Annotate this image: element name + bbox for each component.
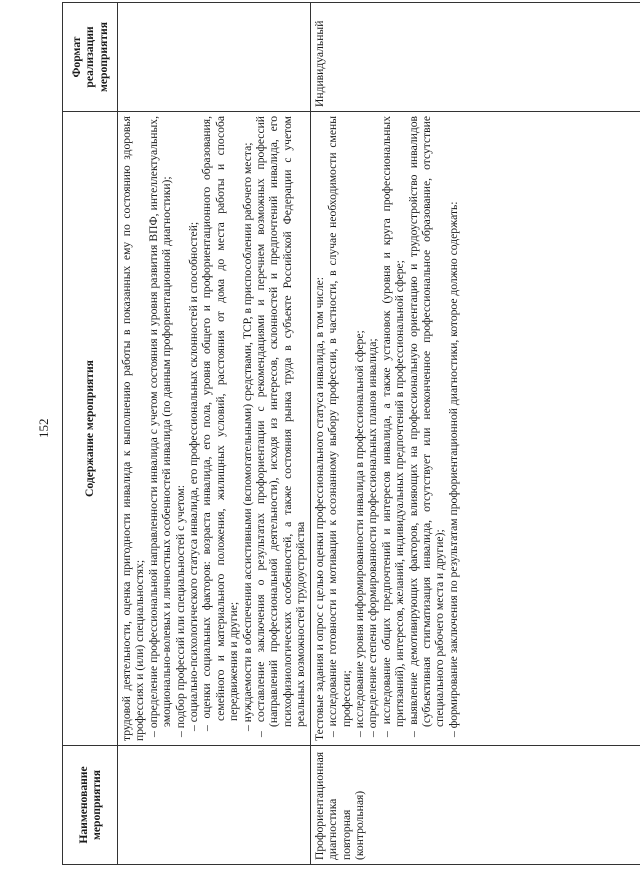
table-row: [310, 3, 640, 865]
content-line: Тестовые задания и опрос с целью оценки профессионального статуса инвалида, в том числе:: [312, 276, 326, 741]
content-line: – составление заключения о результатах профориентации с рекомендациями и перечнем возможных профессий (направлений профессиональной деятельности), исходя из интересов, склонностей и предпочтений инвалида, его психофизиологических особенностей, а также состояния рынка труда в субъекте Российской Федерации с учетом реальных возможностей трудоустройства: [254, 116, 308, 737]
content-line: – исследование готовности и мотивации к осознанному выбору профессии, в частности, в случае необходимости смены профессии;: [326, 116, 353, 737]
row1-format-cell: [118, 3, 311, 112]
header-activity-content: Содержание мероприятия: [63, 112, 118, 746]
content-line: – выявление демотивирующих факторов, влияющих на профессиональную ориентацию и трудоустройство инвалидов (субъективная стигматизация инвалида, отсутствует или неоконченное профессиональное образование, отсутствие специального рабочего места и другие);: [406, 116, 447, 737]
row2-content-cell: [310, 112, 640, 746]
row1-content-cell: [118, 112, 311, 746]
table-row: [118, 3, 311, 865]
content-line: – определение степени сформированности профессиональных планов инвалида;: [366, 338, 380, 737]
activities-table: [62, 2, 640, 865]
page-number: 152: [36, 418, 51, 438]
header-activity-format: Формат реализации мероприятия: [63, 3, 118, 112]
content-line: – нуждаемости в обеспечении ассистивными (вспомогательными) средствами, ТСР, в приспособлении рабочего места;: [240, 142, 254, 731]
row1-name-cell: [118, 746, 311, 865]
row2-name-cell: Профориентационная диагностика повторная (контрольная): [310, 746, 640, 865]
content-line: – формирование заключения по результатам профориентационной диагностики, которое должно содержать:: [446, 201, 460, 737]
content-line: – исследование общих предпочтений и интересов инвалида, а также установок (уровня и круга профессиональных притязаний), интересов, желаний, индивидуальных предпочтений в профессиональной сфере;: [379, 116, 407, 737]
table-header-row: [63, 3, 118, 865]
content-line: – исследование уровня информированности инвалида в профессиональной сфере;: [352, 330, 366, 737]
content-line: – определение профессиональной направленности инвалида с учетом состояния и уровня развития ВПФ, интеллектуальных, эмоционально-волевых и личностных особенностей инвалида (по данным профориентационной диагностики);: [146, 116, 174, 737]
content-line: – подбор профессий или специальностей с учетом:: [173, 485, 187, 737]
header-activity-name: Наименование мероприятия: [63, 746, 118, 865]
row2-format-cell: Индивидуальный: [310, 3, 640, 112]
content-line: трудовой деятельности, оценка пригодности инвалида к выполнению работы в показанных ему по состоянию здоровья профессиях и (или) специальностях;: [120, 116, 147, 741]
rotated-table-container: [62, 20, 622, 865]
content-line: – оценки социальных факторов: возраста инвалида, его пола, уровня общего и профориентационного образования, семейного и материального положения, жилищных условий, расстояния от дома до места работы и способа передвижения и другие;: [200, 116, 241, 731]
content-line: – социально-психологического статуса инвалида, его профессиональных склонностей и способностей;: [187, 221, 201, 731]
